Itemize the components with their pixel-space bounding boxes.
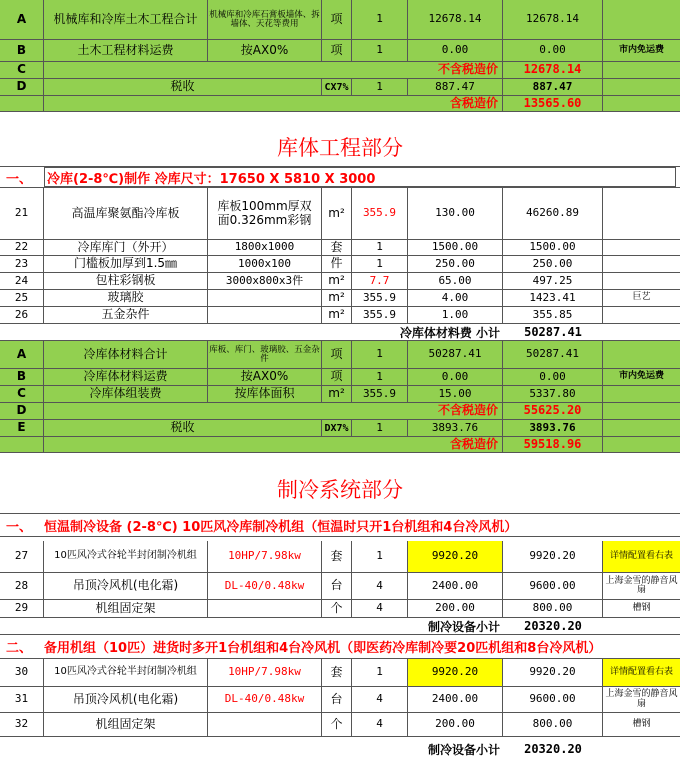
item-note: [603, 188, 680, 240]
item-unit: 项: [322, 341, 352, 369]
item-name: 吊顶冷风机(电化霜): [44, 573, 208, 600]
item-name: 吊顶冷风机(电化霜): [44, 687, 208, 713]
item-note: [603, 386, 680, 403]
item-spec: 按AX0%: [208, 40, 322, 62]
table-row: [0, 713, 680, 737]
item-price: 250.00: [408, 256, 503, 273]
summary-row-c: [0, 386, 680, 403]
item-spec: 1000x100: [208, 256, 322, 273]
item-price: 3893.76: [408, 420, 503, 437]
item-price: 0.00: [408, 369, 503, 386]
item-unit: 台: [322, 573, 352, 600]
table-row: [0, 573, 680, 600]
row-code: C: [0, 62, 44, 79]
subtotal-value: 20320.20: [524, 619, 582, 633]
empty-cell: [603, 79, 680, 96]
section-title-refrigeration: 制冷系统部分: [277, 478, 403, 502]
item-price: 130.00: [408, 188, 503, 240]
item-price: 1.00: [408, 307, 503, 324]
row-code: D: [0, 403, 44, 420]
item-unit: 套: [322, 659, 352, 687]
section-heading: 恒温制冷设备 (2-8℃) 10匹风冷库制冷机组（恒温时只开1台机组和4台冷风机）: [44, 519, 518, 535]
item-name: 冷库体组装费: [44, 386, 208, 403]
summary-row-f: [0, 437, 680, 453]
item-no: 23: [0, 256, 44, 273]
pretax-label: 不含税造价: [44, 403, 503, 420]
top-row-c: [0, 62, 680, 79]
item-total: 887.47: [503, 79, 603, 96]
row-code: E: [0, 420, 44, 437]
item-total: 0.00: [503, 40, 603, 62]
item-price: 2400.00: [408, 687, 503, 713]
pretax-total: 55625.20: [503, 403, 603, 420]
item-name: 土木工程材料运费: [44, 40, 208, 62]
table-row: [0, 290, 680, 307]
item-qty: 1: [352, 256, 408, 273]
item-no: 26: [0, 307, 44, 324]
item-note: [603, 307, 680, 324]
item-price: 9920.20: [408, 659, 503, 687]
posttax-total: 13565.60: [503, 96, 603, 112]
item-no: 21: [0, 188, 44, 240]
item-unit: 件: [322, 256, 352, 273]
item-spec: [208, 307, 322, 324]
item-total: 9600.00: [503, 687, 603, 713]
empty-cell: [603, 96, 680, 112]
item-total: 497.25: [503, 273, 603, 290]
item-note: 上海金雪的静音风扇: [603, 573, 680, 600]
item-qty: 1: [352, 420, 408, 437]
item-no: 31: [0, 687, 44, 713]
item-unit: m²: [322, 273, 352, 290]
section-header-2b: [0, 635, 680, 659]
table-row: [0, 240, 680, 256]
empty-cell: [603, 437, 680, 453]
item-spec: 库板、库门、玻璃胶、五金杂件: [208, 341, 322, 369]
section-heading: 备用机组（10匹）进货时多开1台机组和4台冷风机（即医药冷库制冷要20匹机组和8台冷风机）: [44, 641, 602, 656]
posttax-total: 59518.96: [503, 437, 603, 453]
item-unit: m²: [322, 290, 352, 307]
item-no: 30: [0, 659, 44, 687]
item-spec: 10HP/7.98kw: [208, 659, 322, 687]
item-price: 1500.00: [408, 240, 503, 256]
item-price: 200.00: [408, 600, 503, 618]
item-unit: 台: [322, 687, 352, 713]
item-qty: 4: [352, 600, 408, 618]
item-name: 冷库体材料合计: [44, 341, 208, 369]
item-total: 12678.14: [503, 0, 603, 40]
item-spec: [208, 290, 322, 307]
subtotal-value: 50287.41: [524, 325, 582, 339]
item-name: 五金杂件: [44, 307, 208, 324]
item-note: 上海金雪的静音风扇: [603, 687, 680, 713]
pretax-total: 12678.14: [503, 62, 603, 79]
item-no: 28: [0, 573, 44, 600]
top-row-b: [0, 40, 680, 62]
item-note: 详情配置看右表: [603, 541, 680, 573]
item-name: 机组固定架: [44, 600, 208, 618]
row-code: B: [0, 369, 44, 386]
item-note: [603, 256, 680, 273]
summary-row-b: [0, 369, 680, 386]
subtotal-label: 冷库体材料费 小计: [399, 325, 500, 340]
item-note: 槽钢: [603, 600, 680, 618]
item-no: 24: [0, 273, 44, 290]
item-note: 槽钢: [603, 713, 680, 737]
item-price: 9920.20: [408, 541, 503, 573]
item-no: 29: [0, 600, 44, 618]
item-unit: 个: [322, 713, 352, 737]
item-unit: 个: [322, 600, 352, 618]
item-price: 15.00: [408, 386, 503, 403]
item-total: 250.00: [503, 256, 603, 273]
item-price: 0.00: [408, 40, 503, 62]
item-total: 1423.41: [503, 290, 603, 307]
subtotal-row: [0, 737, 680, 761]
item-note: [603, 273, 680, 290]
summary-row-e: [0, 420, 680, 437]
item-price: 12678.14: [408, 0, 503, 40]
row-code: B: [0, 40, 44, 62]
posttax-label: 含税造价: [44, 96, 503, 112]
item-total: 9600.00: [503, 573, 603, 600]
item-price: 887.47: [408, 79, 503, 96]
table-row: [0, 273, 680, 290]
item-price: 4.00: [408, 290, 503, 307]
item-spec: DL-40/0.48kw: [208, 573, 322, 600]
pretax-label: 不含税造价: [44, 62, 503, 79]
item-spec: 机械库和冷库石膏板墙体、拆墙体、天花等费用: [208, 0, 322, 40]
item-note: 详情配置看右表: [603, 659, 680, 687]
top-row-e: [0, 96, 680, 112]
item-name: 10匹风冷式谷轮半封闭制冷机组: [44, 541, 208, 573]
item-qty: 1: [352, 659, 408, 687]
item-unit: m²: [322, 386, 352, 403]
item-qty: 1: [352, 79, 408, 96]
item-note: 市内免运费: [603, 40, 680, 62]
item-no: 27: [0, 541, 44, 573]
item-note: [603, 0, 680, 40]
item-price: 2400.00: [408, 573, 503, 600]
section-heading: 冷库(2-8℃)制作 冷库尺寸：17650 X 5810 X 3000: [44, 167, 676, 187]
section-header-2a: [0, 513, 680, 537]
table-row: [0, 256, 680, 273]
item-qty: 1: [352, 341, 408, 369]
item-qty: 1: [352, 40, 408, 62]
item-price: 65.00: [408, 273, 503, 290]
section-number: 二、: [6, 641, 33, 656]
item-note: [603, 341, 680, 369]
empty-cell: [603, 403, 680, 420]
item-name: 冷库库门（外开）: [44, 240, 208, 256]
item-spec: 10HP/7.98kw: [208, 541, 322, 573]
item-unit: CX7%: [322, 79, 352, 96]
item-no: 32: [0, 713, 44, 737]
item-name: 包柱彩钢板: [44, 273, 208, 290]
item-qty: 1: [352, 369, 408, 386]
item-qty: 355.9: [352, 188, 408, 240]
item-total: 800.00: [503, 600, 603, 618]
item-qty: 1: [352, 240, 408, 256]
item-name: 冷库体材料运费: [44, 369, 208, 386]
item-unit: 套: [322, 240, 352, 256]
posttax-label: 含税造价: [44, 437, 503, 453]
item-qty: 355.9: [352, 290, 408, 307]
empty-cell: [603, 62, 680, 79]
subtotal-label: 制冷设备小计: [427, 742, 500, 757]
item-total: 1500.00: [503, 240, 603, 256]
empty-cell: [0, 96, 44, 112]
table-row: [0, 307, 680, 324]
table-row: [0, 687, 680, 713]
item-name: 玻璃胶: [44, 290, 208, 307]
item-note: [603, 240, 680, 256]
item-unit: 套: [322, 541, 352, 573]
item-total: 355.85: [503, 307, 603, 324]
empty-cell: [0, 437, 44, 453]
item-total: 0.00: [503, 369, 603, 386]
item-total: 3893.76: [503, 420, 603, 437]
summary-row-a: [0, 341, 680, 369]
item-spec: [208, 713, 322, 737]
item-total: 50287.41: [503, 341, 603, 369]
subtotal-row: [0, 324, 680, 341]
item-name: 门槛板加厚到1.5㎜: [44, 256, 208, 273]
section-title-warehouse: 库体工程部分: [277, 136, 403, 160]
row-code: C: [0, 386, 44, 403]
summary-row-d: [0, 403, 680, 420]
row-code: D: [0, 79, 44, 96]
empty-cell: [603, 420, 680, 437]
item-name: 10匹风冷式谷轮半封闭制冷机组: [44, 659, 208, 687]
item-price: 200.00: [408, 713, 503, 737]
item-name: 税收: [44, 79, 322, 96]
item-unit: 项: [322, 0, 352, 40]
subtotal-label: 制冷设备小计: [427, 619, 500, 634]
item-spec: 按AX0%: [208, 369, 322, 386]
item-qty: 1: [352, 541, 408, 573]
item-spec: 1800x1000: [208, 240, 322, 256]
item-total: 5337.80: [503, 386, 603, 403]
item-note: 市内免运费: [603, 369, 680, 386]
item-qty: 7.7: [352, 273, 408, 290]
item-total: 800.00: [503, 713, 603, 737]
item-total: 46260.89: [503, 188, 603, 240]
item-spec: 按库体面积: [208, 386, 322, 403]
item-total: 9920.20: [503, 659, 603, 687]
item-qty: 4: [352, 687, 408, 713]
item-unit: 项: [322, 40, 352, 62]
section-number: 一、: [6, 171, 33, 187]
row-code: A: [0, 0, 44, 40]
item-qty: 355.9: [352, 307, 408, 324]
item-qty: 355.9: [352, 386, 408, 403]
item-qty: 4: [352, 573, 408, 600]
item-note: 巨艺: [603, 290, 680, 307]
item-spec: DL-40/0.48kw: [208, 687, 322, 713]
row-code: A: [0, 341, 44, 369]
item-unit: m²: [322, 307, 352, 324]
item-name: 机械库和冷库土木工程合计: [44, 0, 208, 40]
item-no: 25: [0, 290, 44, 307]
item-unit: DX7%: [322, 420, 352, 437]
subtotal-value: 20320.20: [524, 742, 582, 756]
item-qty: 4: [352, 713, 408, 737]
item-qty: 1: [352, 0, 408, 40]
item-no: 22: [0, 240, 44, 256]
item-name: 高温库聚氨酯冷库板: [44, 188, 208, 240]
section-number: 一、: [6, 519, 33, 535]
section-header-1: [0, 166, 680, 188]
item-unit: m²: [322, 188, 352, 240]
table-row: [0, 600, 680, 618]
top-row-d: [0, 79, 680, 96]
table-row: [0, 188, 680, 240]
subtotal-row: [0, 618, 680, 635]
item-unit: 项: [322, 369, 352, 386]
item-spec: 库板100mm厚双面0.326mm彩钢: [208, 188, 322, 240]
item-spec: [208, 600, 322, 618]
item-price: 50287.41: [408, 341, 503, 369]
item-name: 税收: [44, 420, 322, 437]
item-total: 9920.20: [503, 541, 603, 573]
item-name: 机组固定架: [44, 713, 208, 737]
table-row: [0, 541, 680, 573]
item-spec: 3000x800x3件: [208, 273, 322, 290]
table-row: [0, 659, 680, 687]
top-row-a: [0, 0, 680, 40]
